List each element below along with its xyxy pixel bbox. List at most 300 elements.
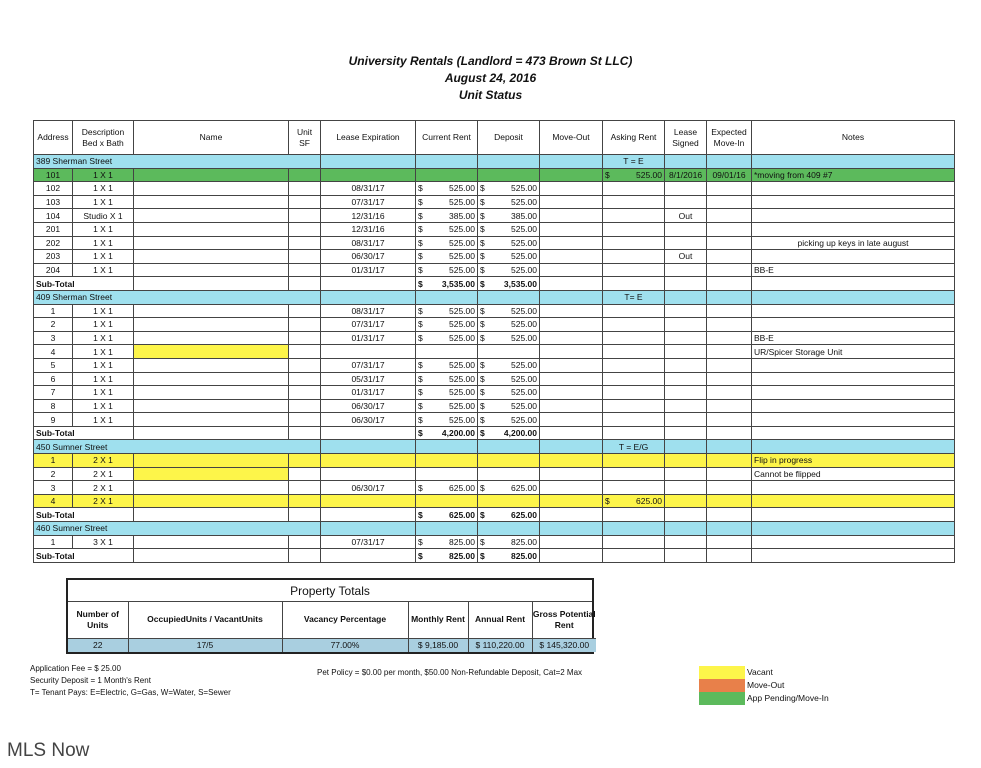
notes (752, 304, 955, 318)
unit-address: 203 (34, 250, 73, 264)
lease-expiration: 07/31/17 (321, 195, 416, 209)
current-rent (416, 318, 478, 332)
property-totals-title: Property Totals (68, 580, 592, 602)
expected-move-in (707, 182, 752, 196)
currency-symbol: $ (418, 482, 423, 493)
totals-header: Vacancy Percentage (282, 602, 408, 638)
lease-expiration (321, 168, 416, 182)
notes (752, 195, 955, 209)
unit-description: 1 X 1 (73, 399, 134, 413)
lease-expiration: 01/31/17 (321, 263, 416, 277)
currency-symbol: $ (418, 400, 423, 411)
notes (752, 182, 955, 196)
current-rent (416, 236, 478, 250)
deposit (478, 222, 540, 236)
unit-sf (289, 195, 321, 209)
unit-address: 103 (34, 195, 73, 209)
asking-rent (603, 236, 665, 250)
deposit (478, 358, 540, 372)
currency-symbol: $ (418, 305, 423, 316)
expected-move-in (707, 331, 752, 345)
tenant-name (134, 345, 289, 359)
notes (752, 413, 955, 427)
property-totals (66, 578, 594, 654)
deposit (478, 535, 540, 549)
current-rent (416, 304, 478, 318)
move-out (540, 386, 603, 400)
deposit (478, 399, 540, 413)
table-row (34, 168, 955, 182)
move-out (540, 345, 603, 359)
currency-symbol: $ (418, 183, 423, 194)
unit-address: 2 (34, 467, 73, 481)
unit-address: 5 (34, 358, 73, 372)
notes (752, 399, 955, 413)
unit-sf (289, 454, 321, 468)
subtotal-deposit (478, 508, 540, 522)
empty-cell (321, 549, 416, 563)
unit-description: 1 X 1 (73, 331, 134, 345)
legend-label: App Pending/Move-In (747, 693, 829, 703)
amount: 625.00 (636, 496, 662, 507)
amount: 525.00 (511, 251, 537, 262)
unit-sf (289, 399, 321, 413)
currency-symbol: $ (480, 414, 485, 425)
legend-label: Vacant (747, 667, 773, 677)
unit-sf (289, 358, 321, 372)
totals-header: Annual Rent (468, 602, 532, 638)
lease-signed (665, 222, 707, 236)
monthly-rent: $ 9,185.00 (408, 638, 468, 652)
asking-rent (603, 250, 665, 264)
amount: 825.00 (511, 550, 537, 561)
unit-description: 2 X 1 (73, 494, 134, 508)
unit-sf (289, 168, 321, 182)
empty-cell (665, 290, 707, 304)
asking-rent (603, 358, 665, 372)
pet-policy: Pet Policy = $0.00 per month, $50.00 Non-Refundable Deposit, Cat=2 Max (317, 668, 583, 677)
currency-symbol: $ (418, 251, 423, 262)
unit-description: 1 X 1 (73, 345, 134, 359)
unit-description: 1 X 1 (73, 263, 134, 277)
unit-sf (289, 209, 321, 223)
empty-cell (603, 508, 665, 522)
table-row (34, 413, 955, 427)
current-rent (416, 345, 478, 359)
lease-expiration: 06/30/17 (321, 250, 416, 264)
move-out (540, 250, 603, 264)
unit-description: Studio X 1 (73, 209, 134, 223)
asking-rent (603, 318, 665, 332)
currency-symbol: $ (480, 305, 485, 316)
empty-cell (289, 426, 321, 440)
table-row (34, 358, 955, 372)
col-current-rent: Current Rent (416, 121, 478, 155)
amount: 525.00 (511, 360, 537, 371)
application-fee: Application Fee = $ 25.00 (30, 664, 121, 673)
legend-swatch (699, 692, 745, 705)
empty-cell (707, 440, 752, 454)
empty-cell (665, 277, 707, 291)
lease-signed (665, 195, 707, 209)
deposit (478, 318, 540, 332)
amount: 525.00 (511, 237, 537, 248)
expected-move-in (707, 467, 752, 481)
move-out (540, 195, 603, 209)
security-deposit: Security Deposit = 1 Month's Rent (30, 676, 151, 685)
lease-signed (665, 467, 707, 481)
current-rent (416, 494, 478, 508)
totals-header-row (68, 602, 596, 638)
lease-expiration: 08/31/17 (321, 182, 416, 196)
currency-symbol: $ (480, 237, 485, 248)
unit-address: 202 (34, 236, 73, 250)
table-body (34, 155, 955, 563)
lease-expiration: 07/31/17 (321, 358, 416, 372)
lease-signed: Out (665, 209, 707, 223)
table-row (34, 250, 955, 264)
section-header-row (34, 440, 955, 454)
empty-cell (665, 522, 707, 536)
empty-cell (707, 277, 752, 291)
asking-rent (603, 263, 665, 277)
amount: 525.00 (511, 183, 537, 194)
lease-signed (665, 358, 707, 372)
section-header-row (34, 522, 955, 536)
lease-signed (665, 318, 707, 332)
move-out (540, 209, 603, 223)
lease-expiration: 07/31/17 (321, 535, 416, 549)
lease-signed (665, 263, 707, 277)
move-out (540, 358, 603, 372)
amount: 3,535.00 (441, 278, 475, 289)
subtotal-rent (416, 508, 478, 522)
currency-symbol: $ (418, 197, 423, 208)
empty-cell (540, 440, 603, 454)
move-out (540, 535, 603, 549)
tenant-name (134, 413, 289, 427)
lease-expiration: 07/31/17 (321, 318, 416, 332)
empty-cell (707, 549, 752, 563)
amount: 525.00 (449, 305, 475, 316)
lease-expiration (321, 467, 416, 481)
currency-symbol: $ (480, 265, 485, 276)
unit-address: 101 (34, 168, 73, 182)
empty-cell (752, 440, 955, 454)
amount: 525.00 (449, 333, 475, 344)
unit-description: 1 X 1 (73, 304, 134, 318)
empty-cell (665, 155, 707, 169)
col-move-out: Move-Out (540, 121, 603, 155)
tenant-pays: T = E (603, 155, 665, 169)
asking-rent (603, 399, 665, 413)
amount: 625.00 (511, 509, 537, 520)
tenant-name (134, 535, 289, 549)
expected-move-in (707, 372, 752, 386)
empty-cell (707, 426, 752, 440)
section-header-row (34, 155, 955, 169)
notes (752, 222, 955, 236)
current-rent (416, 331, 478, 345)
empty-cell (603, 549, 665, 563)
notes: BB-E (752, 263, 955, 277)
expected-move-in (707, 304, 752, 318)
unit-description: 1 X 1 (73, 318, 134, 332)
empty-cell (665, 508, 707, 522)
currency-symbol: $ (418, 360, 423, 371)
table-row (34, 304, 955, 318)
amount: 525.00 (449, 265, 475, 276)
totals-header: Monthly Rent (408, 602, 468, 638)
section-name: 460 Sumner Street (34, 522, 321, 536)
legend-item-app-pending (699, 692, 829, 705)
empty-cell (540, 290, 603, 304)
table-row (34, 494, 955, 508)
lease-signed (665, 236, 707, 250)
deposit (478, 195, 540, 209)
property-totals-table (68, 602, 596, 652)
asking-rent (603, 467, 665, 481)
empty-cell (416, 440, 478, 454)
notes (752, 481, 955, 495)
unit-address: 1 (34, 304, 73, 318)
empty-cell (416, 522, 478, 536)
currency-symbol: $ (480, 482, 485, 493)
unit-description: 2 X 1 (73, 467, 134, 481)
subtotal-deposit (478, 277, 540, 291)
currency-symbol: $ (480, 251, 485, 262)
tenant-name (134, 481, 289, 495)
amount: 525.00 (511, 387, 537, 398)
amount: 825.00 (449, 536, 475, 547)
lease-signed (665, 535, 707, 549)
unit-sf (289, 222, 321, 236)
currency-symbol: $ (605, 496, 610, 507)
move-out (540, 372, 603, 386)
move-out (540, 481, 603, 495)
empty-cell (321, 522, 416, 536)
currency-symbol: $ (480, 536, 485, 547)
table-row (34, 209, 955, 223)
empty-cell (665, 426, 707, 440)
subtotal-row (34, 508, 955, 522)
lease-signed (665, 331, 707, 345)
notes (752, 250, 955, 264)
unit-status-table (33, 120, 955, 563)
subtotal-row (34, 277, 955, 291)
lease-signed (665, 304, 707, 318)
tenant-name (134, 494, 289, 508)
deposit (478, 209, 540, 223)
currency-symbol: $ (418, 265, 423, 276)
notes (752, 318, 955, 332)
currency-symbol: $ (418, 373, 423, 384)
unit-address: 4 (34, 345, 73, 359)
table-row (34, 399, 955, 413)
current-rent (416, 358, 478, 372)
lease-expiration: 01/31/17 (321, 331, 416, 345)
table-row (34, 386, 955, 400)
currency-symbol: $ (418, 387, 423, 398)
expected-move-in (707, 345, 752, 359)
subtotal-rent (416, 277, 478, 291)
currency-symbol: $ (418, 278, 423, 289)
empty-cell (707, 508, 752, 522)
tenant-name (134, 195, 289, 209)
currency-symbol: $ (418, 414, 423, 425)
deposit (478, 168, 540, 182)
empty-cell (752, 426, 955, 440)
unit-sf (289, 481, 321, 495)
table-row (34, 345, 955, 359)
deposit (478, 263, 540, 277)
empty-cell (540, 426, 603, 440)
table-header-row (34, 121, 955, 155)
asking-rent (603, 182, 665, 196)
expected-move-in (707, 413, 752, 427)
move-out (540, 263, 603, 277)
tenant-pays: T = E/G (603, 440, 665, 454)
empty-cell (707, 522, 752, 536)
legend-swatch (699, 679, 745, 692)
report-subtitle: Unit Status (458, 88, 523, 102)
move-out (540, 304, 603, 318)
table-row (34, 318, 955, 332)
col-unit-sf: Unit SF (289, 121, 321, 155)
table-row (34, 535, 955, 549)
amount: 525.00 (511, 197, 537, 208)
notes (752, 209, 955, 223)
move-out (540, 494, 603, 508)
expected-move-in (707, 358, 752, 372)
currency-symbol: $ (418, 428, 423, 439)
empty-cell (321, 290, 416, 304)
amount: 525.00 (511, 224, 537, 235)
deposit (478, 494, 540, 508)
current-rent (416, 467, 478, 481)
subtotal-label: Sub-Total (34, 508, 134, 522)
empty-cell (540, 522, 603, 536)
move-out (540, 318, 603, 332)
col-lease-expiration: Lease Expiration (321, 121, 416, 155)
unit-description: 2 X 1 (73, 481, 134, 495)
notes: Cannot be flipped (752, 467, 955, 481)
unit-description: 3 X 1 (73, 535, 134, 549)
notes (752, 386, 955, 400)
amount: 3,535.00 (503, 278, 537, 289)
unit-sf (289, 345, 321, 359)
tenant-name (134, 182, 289, 196)
lease-signed (665, 413, 707, 427)
unit-description: 1 X 1 (73, 236, 134, 250)
subtotal-label: Sub-Total (34, 426, 134, 440)
tenant-name (134, 304, 289, 318)
lease-signed (665, 386, 707, 400)
deposit (478, 386, 540, 400)
col-asking-rent: Asking Rent (603, 121, 665, 155)
notes (752, 535, 955, 549)
move-out (540, 467, 603, 481)
empty-cell (321, 440, 416, 454)
amount: 825.00 (511, 536, 537, 547)
notes: UR/Spicer Storage Unit (752, 345, 955, 359)
empty-cell (289, 508, 321, 522)
move-out (540, 413, 603, 427)
currency-symbol: $ (480, 550, 485, 561)
subtotal-label: Sub-Total (34, 549, 134, 563)
current-rent (416, 372, 478, 386)
tenant-name (134, 263, 289, 277)
tenant-name (134, 467, 289, 481)
col-expected-move-in: Expected Move-In (707, 121, 752, 155)
unit-sf (289, 413, 321, 427)
empty-cell (478, 522, 540, 536)
section-header-row (34, 290, 955, 304)
expected-move-in: 09/01/16 (707, 168, 752, 182)
deposit (478, 304, 540, 318)
lease-signed: Out (665, 250, 707, 264)
report-date: August 24, 2016 (444, 71, 537, 85)
subtotal-deposit (478, 426, 540, 440)
tenant-name (134, 372, 289, 386)
unit-address: 8 (34, 399, 73, 413)
document-title: University Rentals (Landlord = 473 Brown St LLC) (348, 54, 633, 68)
amount: 525.00 (449, 360, 475, 371)
totals-header: Number of Units (68, 602, 128, 638)
amount: 525.00 (449, 387, 475, 398)
totals-header: Gross Potential Rent (532, 602, 596, 638)
expected-move-in (707, 263, 752, 277)
amount: 625.00 (511, 482, 537, 493)
unit-sf (289, 318, 321, 332)
unit-address: 1 (34, 454, 73, 468)
currency-symbol: $ (480, 509, 485, 520)
unit-description: 1 X 1 (73, 358, 134, 372)
tenant-name (134, 399, 289, 413)
expected-move-in (707, 250, 752, 264)
currency-symbol: $ (418, 319, 423, 330)
currency-symbol: $ (480, 360, 485, 371)
empty-cell (321, 277, 416, 291)
tenant-name (134, 168, 289, 182)
section-name: 409 Sherman Street (34, 290, 321, 304)
deposit (478, 236, 540, 250)
amount: 385.00 (449, 210, 475, 221)
deposit (478, 481, 540, 495)
tenant-name (134, 236, 289, 250)
unit-sf (289, 535, 321, 549)
lease-expiration: 06/30/17 (321, 481, 416, 495)
lease-signed: 8/1/2016 (665, 168, 707, 182)
lease-expiration: 06/30/17 (321, 413, 416, 427)
col-deposit: Deposit (478, 121, 540, 155)
amount: 525.00 (449, 197, 475, 208)
empty-cell (540, 277, 603, 291)
lease-signed (665, 372, 707, 386)
currency-symbol: $ (418, 333, 423, 344)
lease-signed (665, 182, 707, 196)
unit-description: 1 X 1 (73, 250, 134, 264)
currency-symbol: $ (418, 237, 423, 248)
empty-cell (540, 155, 603, 169)
deposit (478, 467, 540, 481)
lease-expiration (321, 454, 416, 468)
annual-rent: $ 110,220.00 (468, 638, 532, 652)
empty-cell (134, 277, 289, 291)
subtotal-row (34, 426, 955, 440)
number-of-units: 22 (68, 638, 128, 652)
empty-cell (478, 155, 540, 169)
